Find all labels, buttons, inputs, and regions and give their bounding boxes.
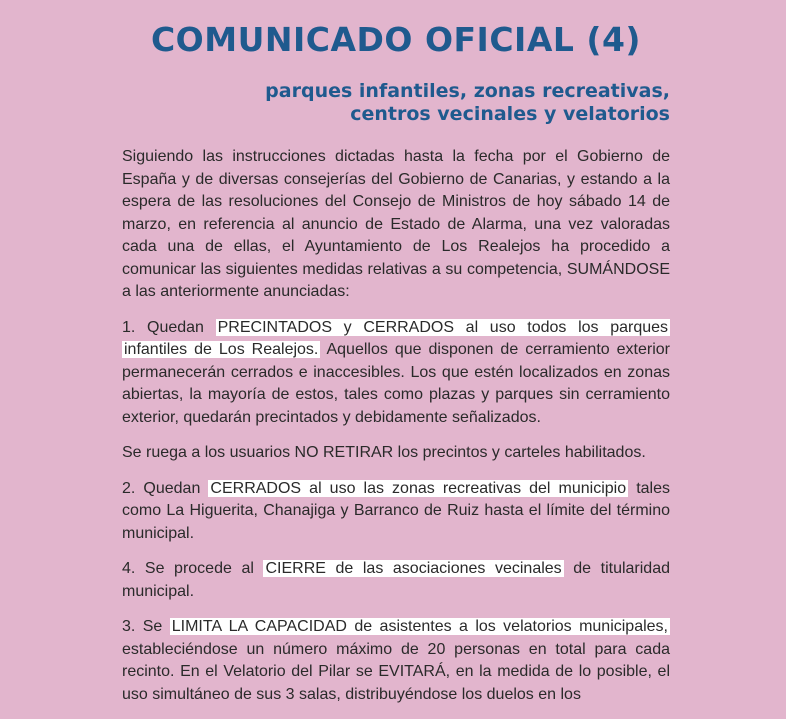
measure-recreation-text: tales como La Higuerita, Chanajiga y Barranco de Ruiz hasta el límite del término municipal.	[122, 479, 671, 542]
measure-funeral-homes	[122, 616, 670, 706]
measure-recreation-areas	[122, 478, 670, 546]
measure-parks-text: Aquellos que disponen de cerramiento exterior permanecerán cerrados e inaccesibles. Los que estén localizados en zonas abiertas, la mayoría de estos, tales como plazas y parques sin cerramiento exterior, quedarán precintados y debidamente señalizados.	[122, 341, 670, 426]
notice-paragraph: Se ruega a los usuarios NO RETIRAR los precintos y carteles habilitados.	[122, 444, 646, 461]
measure-parks-highlight: PRECINTADOS y CERRADOS al uso todos los parques infantiles de Los Realejos.	[124, 318, 669, 358]
measure-parks-prefix: 1. Quedan	[122, 318, 216, 336]
measure-funeral-prefix: 3. Se	[122, 618, 170, 635]
announcement	[122, 0, 670, 719]
measure-neighborhood-associations	[122, 558, 670, 603]
measure-associations-prefix: 4. Se procede al	[122, 560, 264, 577]
subtitle-line-2: centros vecinales y velatorios	[350, 103, 670, 125]
measure-associations-highlight: CIERRE de las asociaciones vecinales	[265, 560, 562, 577]
subtitle-line-1: parques infantiles, zonas recreativas,	[265, 80, 670, 102]
announcement-body	[122, 146, 670, 706]
measure-associations-text: de titularidad municipal.	[122, 560, 671, 600]
intro-paragraph: Siguiendo las instrucciones dictadas hasta la fecha por el Gobierno de España y de diversas consejerías del Gobierno de Canarias, y estando a la espera de las resoluciones del Consejo de Ministros de hoy sábado 14 de marzo, en referencia al anuncio de Estado de Alarma, una vez valoradas cada una de ellas, el Ayuntamiento de Los Realejos ha procedido a comunicar las siguientes medidas relativas a su competencia, SUMÁNDOSE a las anteriormente anunciadas:	[122, 148, 670, 300]
measure-recreation-highlight: CERRADOS al uso las zonas recreativas del municipio	[210, 479, 627, 497]
measure-funeral-text: estableciéndose un número máximo de 20 personas en total para cada recinto. En el Velatorio del Pilar se EVITARÁ, en la medida de lo posible, el uso simultáneo de sus 3 salas, distribuyéndose los duelos en los	[122, 640, 670, 703]
measure-recreation-prefix: 2. Quedan	[122, 479, 209, 497]
page-title: COMUNICADO OFICIAL (4)	[150, 20, 642, 59]
measure-funeral-highlight: LIMITA LA CAPACIDAD de asistentes a los velatorios municipales,	[171, 618, 668, 635]
measure-parks	[122, 317, 670, 430]
page-subtitle	[122, 80, 670, 126]
